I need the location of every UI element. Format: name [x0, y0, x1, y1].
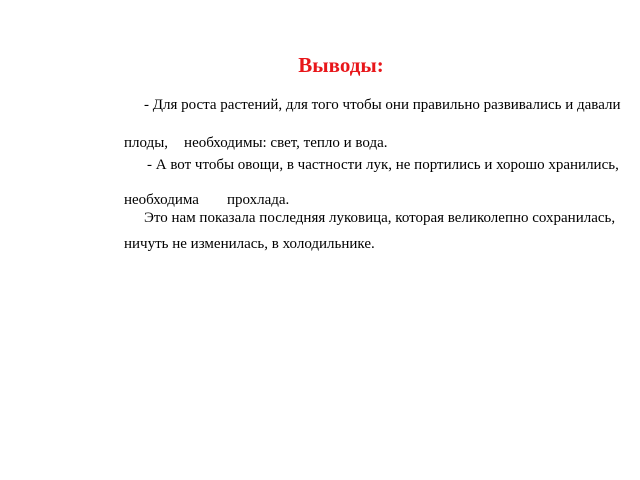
conclusion-paragraph-3	[124, 210, 616, 252]
paragraph-2-line-2-start: необходима	[124, 192, 199, 208]
paragraph-1-line-2	[124, 136, 604, 151]
paragraph-2-line-1: - А вот чтобы овощи, в частности лук, не портились и хорошо хранились,	[147, 157, 619, 173]
conclusion-paragraph-1	[124, 97, 621, 151]
paragraph-2-line-2-end: прохлада.	[226, 192, 290, 208]
paragraph-2-line-2	[124, 193, 604, 208]
paragraph-1-line-2-end: необходимы: свет, тепло и вода.	[184, 135, 388, 151]
conclusion-paragraph-2	[124, 157, 619, 208]
paragraph-1-line-1: - Для роста растений, для того чтобы они правильно развивались и давали	[144, 97, 621, 113]
paragraph-1-line-2-start: плоды,	[124, 135, 169, 151]
paragraph-3-line-1: Это нам показала последняя луковица, которая великолепно сохранилась,	[144, 210, 616, 226]
slide-title: Выводы:	[298, 53, 384, 77]
paragraph-3-line-2: ничуть не изменилась, в холодильнике.	[124, 236, 375, 252]
